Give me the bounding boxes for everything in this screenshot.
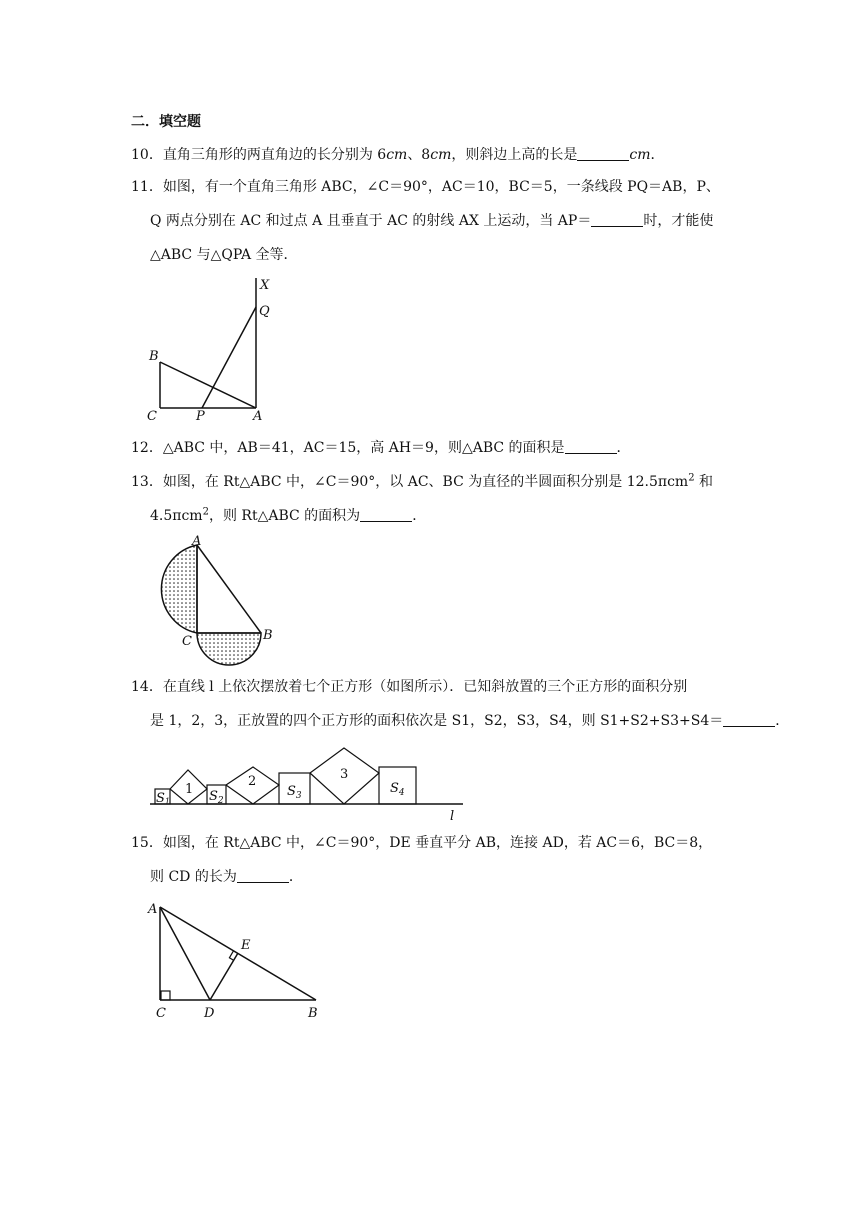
label-b: B <box>308 1006 318 1021</box>
question-text: 是 1，2，3，正放置的四个正方形的面积依次是 S1，S2，S3，S4，则 S1+S2+S3+S4＝ <box>150 713 724 729</box>
answer-blank[interactable] <box>565 439 617 454</box>
segment-pq <box>202 307 256 408</box>
question-12 <box>131 438 631 458</box>
question-text: 则 CD 的长为 <box>150 869 237 885</box>
question-text: ． <box>775 713 790 729</box>
question-text: 在直线 l 上依次摆放着七个正方形（如图所示）．已知斜放置的三个正方形的面积分别 <box>162 679 688 695</box>
question-15-line1 <box>131 833 712 853</box>
question-text: ，则斜边上高的长是 <box>451 147 578 163</box>
question-number: 12． <box>131 440 163 456</box>
label-a: A <box>192 534 202 549</box>
question-text: ． <box>616 440 631 456</box>
question-11-line1 <box>131 177 720 197</box>
question-text: ． <box>412 508 427 524</box>
label-a: A <box>148 902 158 917</box>
label-s3: $S_3$ <box>287 784 302 801</box>
segment-ad <box>160 907 210 1000</box>
question-text: 、8 <box>407 147 431 163</box>
superscript: 2 <box>688 472 695 484</box>
label-q: Q <box>259 304 270 319</box>
unit: cm <box>386 147 408 163</box>
segment-ab <box>197 545 261 633</box>
figure-13-semicircles <box>140 533 290 668</box>
figure-15-triangle <box>140 895 340 1025</box>
question-text: △ABC 中，AB＝41，AC＝15，高 AH＝9，则△ABC 的面积是 <box>162 440 565 456</box>
question-number: 13． <box>131 474 163 490</box>
question-number: 11． <box>131 179 163 195</box>
right-angle-e <box>229 950 234 960</box>
superscript: 2 <box>202 506 209 518</box>
label-c: C <box>182 634 192 649</box>
answer-blank[interactable] <box>723 712 775 727</box>
label-e: E <box>241 938 251 953</box>
semicircle-bc <box>197 633 261 665</box>
label-3: 3 <box>340 767 349 782</box>
question-11-line3: △ABC 与△QPA 全等． <box>150 247 298 263</box>
label-a: A <box>253 409 263 424</box>
label-c: C <box>156 1006 166 1021</box>
question-text: ． <box>288 869 303 885</box>
label-1: 1 <box>185 782 194 797</box>
question-text: 如图，在 Rt△ABC 中，∠C＝90°，以 AC、BC 为直径的半圆面积分别是 12.5πcm <box>162 474 689 490</box>
label-2: 2 <box>248 774 257 789</box>
question-11-line2 <box>150 211 713 231</box>
unit: cm <box>430 147 452 163</box>
question-text: 直角三角形的两直角边的长分别为 6 <box>162 147 387 163</box>
unit: cm <box>629 147 651 163</box>
question-text: 如图，有一个直角三角形 ABC，∠C＝90°，AC＝10，BC＝5，一条线段 PQ＝AB，P、 <box>162 179 720 195</box>
label-s1: S1 <box>156 791 170 806</box>
right-angle-c <box>161 991 170 1000</box>
label-x: X <box>260 278 270 293</box>
answer-blank[interactable] <box>577 146 629 161</box>
question-text: 时，才能使 <box>643 213 714 229</box>
question-text: 4.5πcm <box>150 508 203 524</box>
question-number: 15． <box>131 835 163 851</box>
label-l: l <box>450 809 455 824</box>
question-text: ，则 Rt△ABC 的面积为 <box>208 508 361 524</box>
question-14-line2 <box>150 711 789 731</box>
segment-ab <box>160 362 256 408</box>
question-15-line2 <box>150 867 303 887</box>
semicircle-ac <box>161 545 197 633</box>
label-s4: $S_4$ <box>390 781 405 798</box>
label-c: C <box>147 409 157 424</box>
question-10 <box>131 145 664 165</box>
question-number: 14． <box>131 679 163 695</box>
answer-blank[interactable] <box>360 507 412 522</box>
label-b: B <box>263 628 273 643</box>
question-13-line1 <box>131 472 713 492</box>
section-title: 二．填空题 <box>131 114 201 130</box>
question-text: 如图，在 Rt△ABC 中，∠C＝90°，DE 垂直平分 AB，连接 AD，若 AC＝6，BC＝8， <box>162 835 713 851</box>
answer-blank[interactable] <box>591 212 643 227</box>
figure-11-triangle <box>140 272 290 427</box>
question-text: 和 <box>694 474 714 490</box>
figure-14-squares <box>145 752 475 827</box>
label-p: P <box>196 409 205 424</box>
answer-blank[interactable] <box>237 868 289 883</box>
question-text: ． <box>650 147 665 163</box>
question-13-line2 <box>150 506 426 526</box>
question-14-line1 <box>131 677 687 697</box>
label-b: B <box>149 349 159 364</box>
label-s2: $S_2$ <box>209 789 224 806</box>
label-d: D <box>204 1006 215 1021</box>
question-number: 10． <box>131 147 163 163</box>
question-text: Q 两点分别在 AC 和过点 A 且垂直于 AC 的射线 AX 上运动，当 AP＝ <box>150 213 592 229</box>
